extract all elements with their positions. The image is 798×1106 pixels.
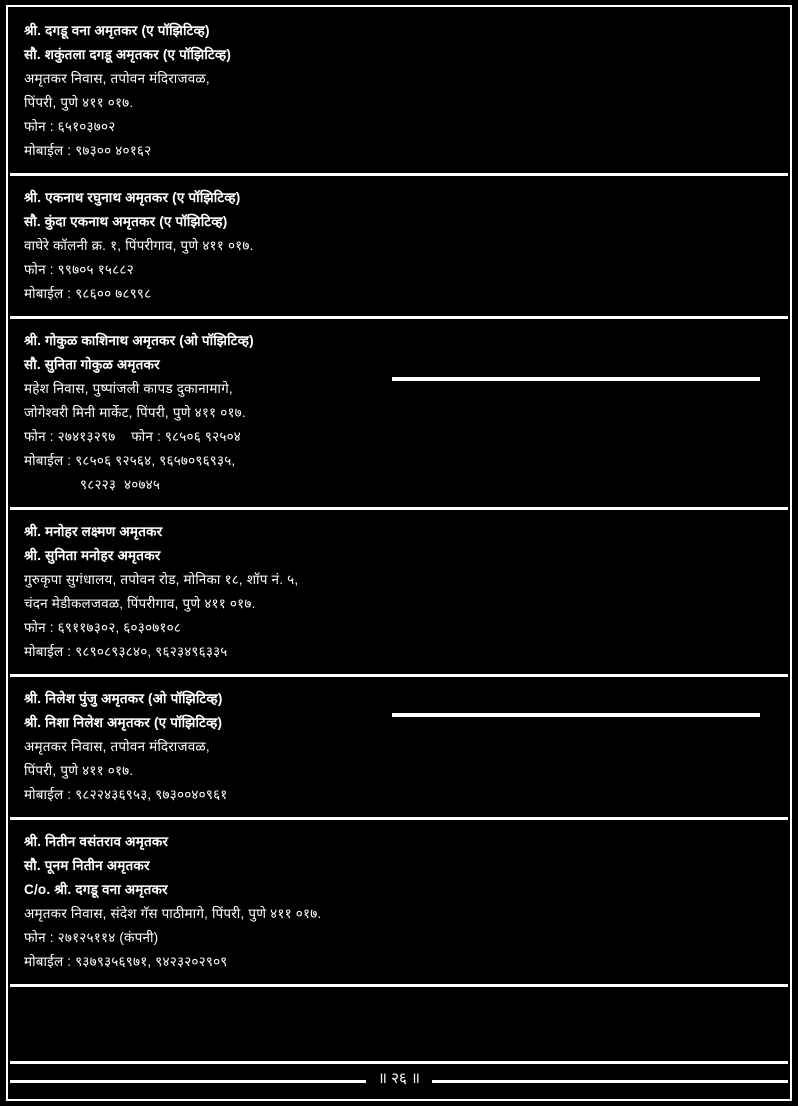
- entry-line: पिंपरी, पुणे ४११ ०१७.: [24, 763, 134, 778]
- decorative-rule: [392, 377, 760, 381]
- entry-line: मोबाईल : ९८६०० ७८९९८: [24, 286, 152, 301]
- entry-line: गुरुकृपा सुगंधालय, तपोवन रोड, मोनिका १८, शॉप नं. ५,: [24, 572, 299, 587]
- entry-line: अमृतकर निवास, तपोवन मंदिराजवळ,: [24, 71, 210, 86]
- entry-line: ९८२२३ ४०७४५: [80, 477, 161, 492]
- entry-line: महेश निवास, पुष्पांजली कापड दुकानामागे,: [24, 381, 233, 396]
- decorative-rule: [392, 713, 760, 717]
- entry-line: C/o. श्री. दगडू वना अमृतकर: [24, 882, 168, 897]
- entry-line: श्री. दगडू वना अमृतकर (ए पॉझिटिव्ह): [24, 23, 210, 38]
- directory-entry: [10, 820, 788, 987]
- entry-line: फोन : ९९७०५ १५८८२: [24, 262, 134, 277]
- entry-line: श्री. एकनाथ रघुनाथ अमृतकर (ए पॉझिटिव्ह): [24, 190, 241, 205]
- entry-line: मोबाईल : ९८५०६ ९२५६४, ९६५७०९६९३५,: [24, 453, 236, 468]
- entry-line: मोबाईल : ९८९०८९३८४०, ९६२३४९६३३५: [24, 644, 228, 659]
- entry-line: सौ. शकुंतला दगडू अमृतकर (ए पॉझिटिव्ह): [24, 47, 232, 62]
- page-content: [10, 9, 788, 1097]
- entry-line: फोन : २७१२५११४ (कंपनी): [24, 930, 159, 945]
- entry-line: अमृतकर निवास, तपोवन मंदिराजवळ,: [24, 739, 210, 754]
- entry-line: वाघेरे कॉलनी क्र. १, पिंपरीगाव, पुणे ४११ ०१७.: [24, 238, 254, 253]
- entry-line: सौ. सुनिता गोकुळ अमृतकर: [24, 357, 160, 372]
- page-footer: [10, 1064, 788, 1097]
- directory-entry: [10, 677, 788, 820]
- entry-line: मोबाईल : ९७३०० ४०१६२: [24, 143, 152, 158]
- entry-line: पिंपरी, पुणे ४११ ०१७.: [24, 95, 134, 110]
- entry-line: श्री. निशा निलेश अमृतकर (ए पॉझिटिव्ह): [24, 715, 223, 730]
- entry-line: मोबाईल : ९३७९३५६९७१, ९४२३२०२९०९: [24, 954, 228, 969]
- entry-line: श्री. गोकुळ काशिनाथ अमृतकर (ओ पॉझिटिव्ह): [24, 333, 254, 348]
- page-number: ॥ २६ ॥: [366, 1064, 432, 1094]
- entry-line: अमृतकर निवास, संदेश गॅस पाठीमागे, पिंपरी, पुणे ४११ ०१७.: [24, 906, 322, 921]
- entry-line: मोबाईल : ९८२२४३६९५३, ९७३००४०९६१: [24, 787, 228, 802]
- entry-line: फोन : ६९११७३०२, ६०३०७१०८: [24, 620, 182, 635]
- entry-line: सौ. पूनम नितीन अमृतकर: [24, 858, 150, 873]
- directory-entry: [10, 510, 788, 677]
- entry-line: श्री. सुनिता मनोहर अमृतकर: [24, 548, 161, 563]
- entry-line: सौ. कुंदा एकनाथ अमृतकर (ए पॉझिटिव्ह): [24, 214, 228, 229]
- entry-line: श्री. मनोहर लक्ष्मण अमृतकर: [24, 524, 163, 539]
- entry-line: श्री. निलेश पुंजु अमृतकर (ओ पॉझिटिव्ह): [24, 691, 223, 706]
- empty-entry-block: [10, 987, 788, 1064]
- entry-line: फोन : ६५१०३७०२: [24, 119, 116, 134]
- entry-line: जोगेश्वरी मिनी मार्केट, पिंपरी, पुणे ४११ ०१७.: [24, 405, 246, 420]
- directory-entry: [10, 176, 788, 319]
- entry-line: फोन : २७४१३२९७ फोन : ९८५०६ ९२५०४: [24, 429, 242, 444]
- entry-line: चंदन मेडीकलजवळ, पिंपरीगाव, पुणे ४११ ०१७.: [24, 596, 256, 611]
- directory-entry: [10, 319, 788, 510]
- entry-line: श्री. नितीन वसंतराव अमृतकर: [24, 834, 169, 849]
- directory-entry: [10, 9, 788, 176]
